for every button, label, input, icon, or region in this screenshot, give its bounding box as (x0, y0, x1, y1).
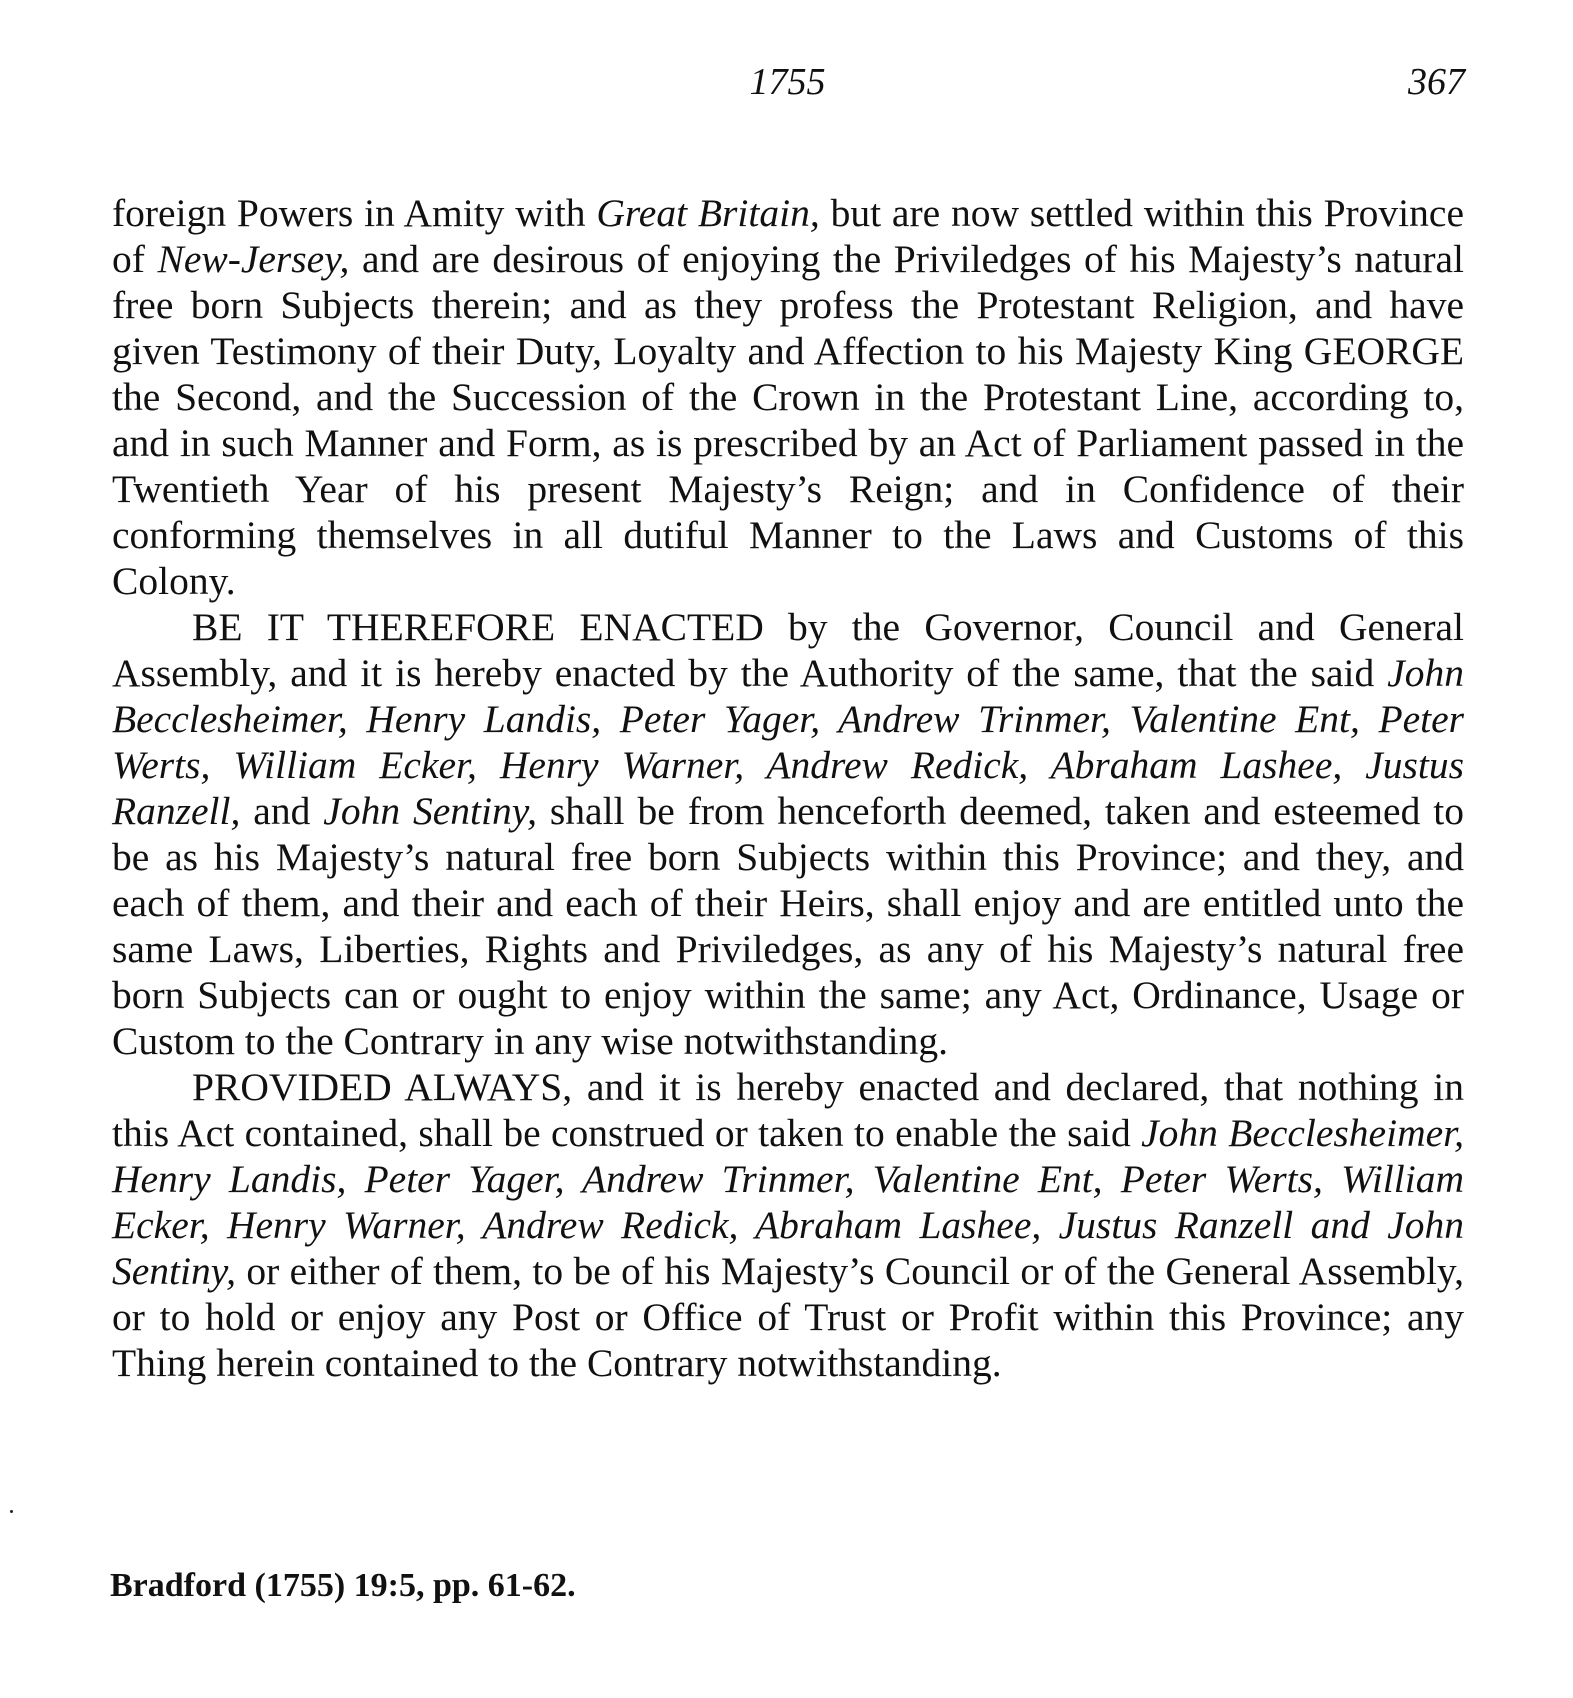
paragraph-1-text-3: and are desirous of enjoying the Priviledges of his Majesty’s natural free born Subjects therein; and as they profess the Protestant Religion, and have given Testimony of their Duty, Loyalty and Affection to his Majesty King GEORGE the Second, and the Succession of the Crown in the Protestant Line, according to, and in such Manner and Form, as is prescribed by an Act of Parliament passed in the Twentieth Year of his present Majesty’s Reign; and in Confidence of their conforming themselves in all dutiful Manner to the Laws and Customs of this Colony. (112, 237, 1465, 603)
source-citation: Bradford (1755) 19:5, pp. 61-62. (110, 1567, 576, 1604)
paragraph-2 (112, 604, 1464, 1064)
paragraph-2-text-3: shall be from henceforth deemed, taken and esteemed to be as his Majesty’s natural free born Subjects within this Province; and they, and each of them, and their and each of their Heirs, shall enjoy and are entitled unto the same Laws, Liberties, Rights and Priviledges, as any of his Majesty’s natural free born Subjects can or ought to enjoy within the same; any Act, Ordinance, Usage or Custom to the Contrary in any wise notwithstanding. (112, 789, 1464, 1063)
paragraph-2-text-2: and (240, 789, 324, 833)
page-number: 367 (1408, 61, 1465, 103)
paragraph-1-italic-2: New-Jersey, (157, 237, 350, 281)
running-head (110, 60, 1465, 110)
paragraph-3-italic-1: John Becclesheimer, Henry Landis, Peter Yager, Andrew Trinmer, Valentine Ent, Peter Werts, William Ecker, Henry Warner, Andrew Redick, Abraham Lashee, Justus Ranzell and John Sentiny, (112, 1111, 1464, 1293)
paragraph-2-text-1: BE IT THEREFORE ENACTED by the Governor, Council and General Assembly, and it is hereby enacted by the Authority of the same, that the said (112, 605, 1464, 695)
paragraph-1-text-1: foreign Powers in Amity with (112, 191, 597, 235)
paragraph-1-text-2: but are now settled within this Province of (112, 191, 1464, 281)
paragraph-1 (112, 190, 1464, 604)
paragraph-3 (112, 1064, 1464, 1386)
act-text (112, 190, 1464, 1386)
scan-speck (10, 1510, 13, 1513)
paragraph-3-text-1: PROVIDED ALWAYS, and it is hereby enacted and declared, that nothing in this Act contained, shall be construed or taken to enable the said (112, 1065, 1464, 1155)
paragraph-2-italic-1: John Becclesheimer, Henry Landis, Peter Yager, Andrew Trinmer, Valentine Ent, Peter Werts, William Ecker, Henry Warner, Andrew Redick, Abraham Lashee, Justus Ranzell, (112, 651, 1464, 833)
paragraph-1-italic-1: Great Britain, (596, 191, 820, 235)
header-year: 1755 (749, 61, 826, 103)
paragraph-3-text-2: or either of them, to be of his Majesty’s Council or of the General Assembly, or to hold or enjoy any Post or Office of Trust or Profit within this Province; any Thing herein contained to the Contrary notwithstanding. (112, 1249, 1464, 1385)
paragraph-2-italic-2: John Sentiny, (323, 789, 537, 833)
